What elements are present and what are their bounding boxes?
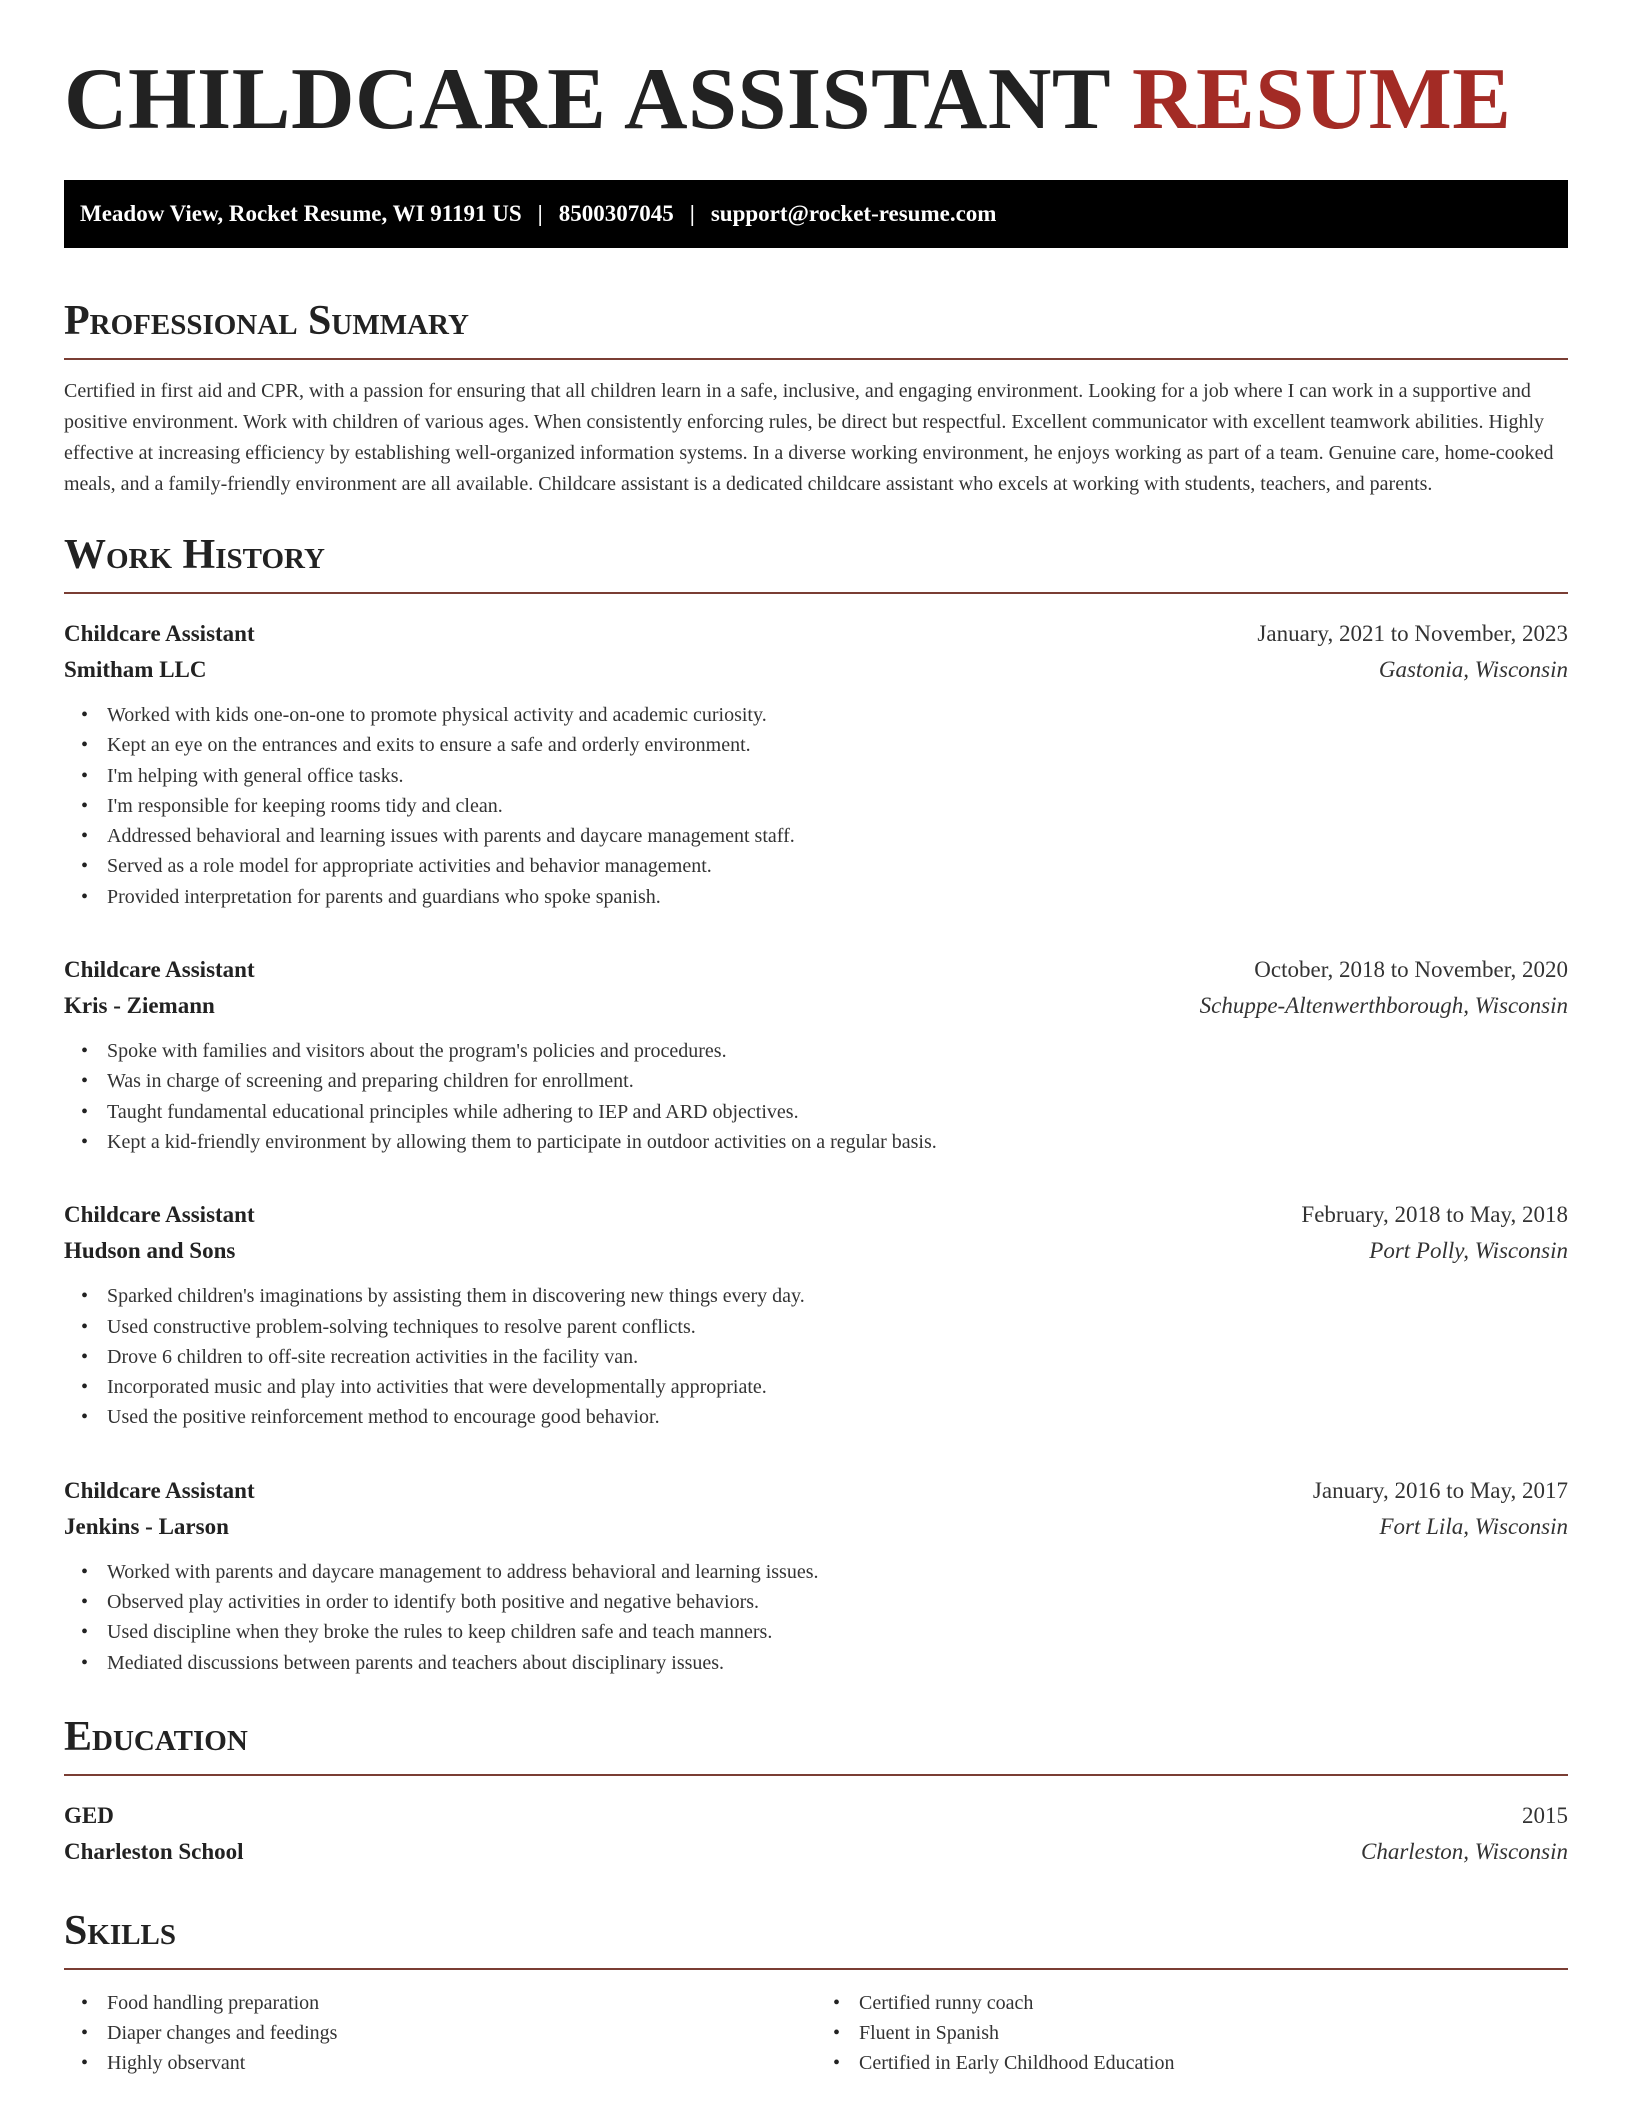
- list-item: • Was in charge of screening and preparing children for enrollment.: [64, 1066, 1568, 1096]
- job-company: Smitham LLC: [64, 657, 207, 682]
- job-entry: [64, 952, 1568, 1157]
- list-item: • Used discipline when they broke the rules to keep children safe and teach manners.: [64, 1617, 1568, 1647]
- summary-text: Certified in first aid and CPR, with a passion for ensuring that all children learn in a safe, inclusive, and engaging environment. Looking for a job where I can work in a supportive and positive environment. Work with children of various ages. When consistently enforcing rules, be direct but respectful. Excellent communicator with excellent teamwork abilities. Highly effective at increasing efficiency by establishing well-organized information systems. In a diverse working environment, he enjoys working as part of a team. Genuine care, home-cooked meals, and a family-friendly environment are all available. Childcare assistant is a dedicated childcare assistant who excels at working with students, teachers, and parents.: [64, 380, 1554, 495]
- job-title: Childcare Assistant: [64, 957, 255, 983]
- list-item: • I'm responsible for keeping rooms tidy and clean.: [64, 791, 1568, 821]
- list-item: • Used constructive problem-solving techniques to resolve parent conflicts.: [64, 1312, 1568, 1342]
- education-school: Charleston School: [64, 1838, 244, 1864]
- skill-item: • Food handling preparation: [64, 1988, 816, 2018]
- work-history-heading: Work History: [64, 534, 1568, 594]
- job-location: Gastonia, Wisconsin: [1378, 657, 1568, 682]
- contact-separator: |: [689, 201, 695, 226]
- list-item: • Observed play activities in order to identify both positive and negative behaviors.: [64, 1587, 1568, 1617]
- contact-separator: |: [537, 201, 543, 226]
- contact-address: Meadow View, Rocket Resume, WI 91191 US: [80, 201, 522, 226]
- job-location: Fort Lila, Wisconsin: [1379, 1513, 1568, 1539]
- job-company: Jenkins - Larson: [64, 1513, 229, 1539]
- job-title: Childcare Assistant: [64, 1477, 255, 1503]
- skill-item: • Fluent in Spanish: [816, 2018, 1568, 2048]
- skill-item: • Certified runny coach: [816, 1988, 1568, 2018]
- job-location: Schuppe-Altenwerthborough, Wisconsin: [1199, 993, 1568, 1019]
- skill-item: • Highly observant: [64, 2048, 816, 2078]
- job-bullets: [64, 1281, 1568, 1432]
- education-heading: Education: [64, 1716, 1568, 1776]
- list-item: • Worked with kids one-on-one to promote physical activity and academic curiosity.: [64, 700, 1568, 730]
- job-company: Kris - Ziemann: [64, 993, 215, 1019]
- list-item: • Worked with parents and daycare management to address behavioral and learning issues.: [64, 1557, 1568, 1587]
- job-dates: January, 2021 to November, 2023: [1257, 621, 1568, 646]
- list-item: • Mediated discussions between parents and teachers about disciplinary issues.: [64, 1648, 1568, 1678]
- job-title: Childcare Assistant: [64, 1202, 255, 1228]
- job-dates: January, 2016 to May, 2017: [1312, 1477, 1568, 1503]
- job-entry: [64, 1473, 1568, 1678]
- education-entry: [64, 1798, 1568, 1870]
- job-bullets: [64, 1036, 1568, 1157]
- list-item: • Kept an eye on the entrances and exits to ensure a safe and orderly environment.: [64, 730, 1568, 760]
- job-bullets: [64, 700, 1568, 912]
- skills-column-left: [64, 1988, 816, 2078]
- contact-phone: 8500307045: [558, 201, 674, 226]
- contact-bar: [64, 180, 1568, 248]
- education-degree: GED: [64, 1802, 114, 1828]
- job-dates: October, 2018 to November, 2020: [1254, 957, 1568, 983]
- job-entry: [64, 1197, 1568, 1432]
- list-item: • Used the positive reinforcement method to encourage good behavior.: [64, 1402, 1568, 1432]
- list-item: • Provided interpretation for parents and guardians who spoke spanish.: [64, 882, 1568, 912]
- job-entry: [64, 616, 1568, 912]
- education-location: Charleston, Wisconsin: [1360, 1838, 1568, 1864]
- job-bullets: [64, 1557, 1568, 1678]
- resume-title: [64, 0, 1568, 148]
- skills-heading: Skills: [64, 1910, 1568, 1970]
- list-item: • Addressed behavioral and learning issues with parents and daycare management staff.: [64, 821, 1568, 851]
- title-accent: RESUME: [1131, 51, 1512, 148]
- list-item: • Incorporated music and play into activities that were developmentally appropriate.: [64, 1372, 1568, 1402]
- skill-item: • Diaper changes and feedings: [64, 2018, 816, 2048]
- list-item: • Drove 6 children to off-site recreation activities in the facility van.: [64, 1342, 1568, 1372]
- summary-heading: Professional Summary: [64, 300, 1568, 360]
- job-location: Port Polly, Wisconsin: [1369, 1238, 1568, 1264]
- list-item: • Taught fundamental educational principles while adhering to IEP and ARD objectives.: [64, 1097, 1568, 1127]
- skill-item: • Certified in Early Childhood Education: [816, 2048, 1568, 2078]
- job-title: Childcare Assistant: [64, 621, 255, 646]
- skills-list: [64, 1988, 1568, 2078]
- list-item: • I'm helping with general office tasks.: [64, 761, 1568, 791]
- skills-column-right: [816, 1988, 1568, 2078]
- list-item: • Kept a kid-friendly environment by allowing them to participate in outdoor activities on a regular basis.: [64, 1127, 1568, 1157]
- list-item: • Served as a role model for appropriate activities and behavior management.: [64, 851, 1568, 881]
- education-year: 2015: [1522, 1802, 1568, 1828]
- list-item: • Spoke with families and visitors about the program's policies and procedures.: [64, 1036, 1568, 1066]
- job-company: Hudson and Sons: [64, 1238, 236, 1264]
- job-dates: February, 2018 to May, 2018: [1301, 1202, 1568, 1228]
- list-item: • Sparked children's imaginations by assisting them in discovering new things every day.: [64, 1281, 1568, 1311]
- contact-email: support@rocket-resume.com: [710, 201, 997, 226]
- title-main: CHILDCARE ASSISTANT: [64, 51, 1110, 148]
